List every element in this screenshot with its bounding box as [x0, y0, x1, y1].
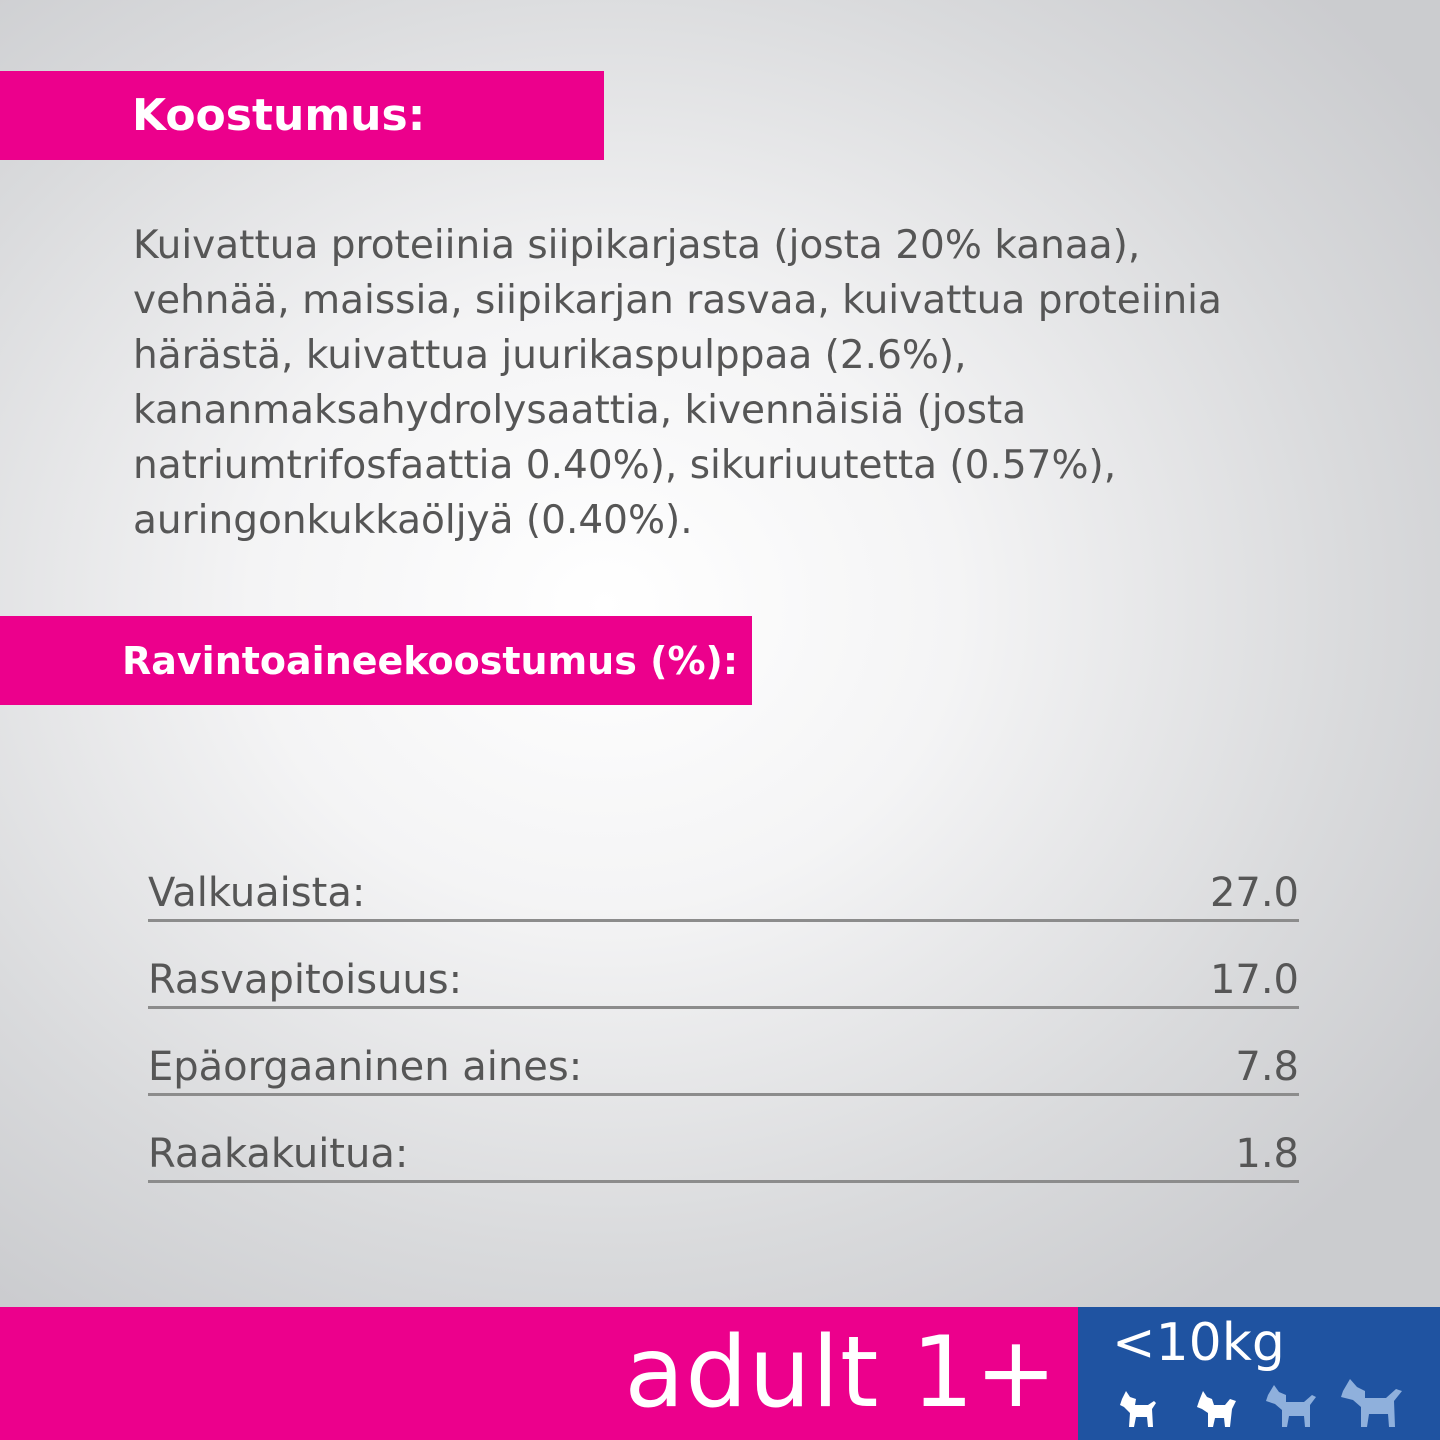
medium-dog-icon: [1264, 1383, 1322, 1431]
footer-bar: [0, 1307, 1440, 1440]
weight-label: <10kg: [1112, 1313, 1285, 1373]
composition-heading-banner: [0, 71, 604, 160]
composition-heading: Koostumus:: [132, 90, 426, 141]
ingredients-line: kananmaksahydrolysaattia, kivennäisiä (josta: [133, 388, 1027, 433]
nutrient-table: [148, 835, 1299, 1183]
ingredients-line: auringonkukkaöljyä (0.40%).: [133, 498, 693, 543]
nutrient-value: 27.0: [1209, 870, 1299, 916]
small-dog-icon: [1116, 1387, 1164, 1431]
analysis-heading-banner: [0, 616, 752, 705]
nutrient-value: 17.0: [1209, 957, 1299, 1003]
nutrient-value: 1.8: [1235, 1131, 1299, 1177]
ingredients-text: [133, 218, 1333, 548]
nutrient-row-protein: [148, 835, 1299, 922]
nutrient-value: 7.8: [1235, 1044, 1299, 1090]
ingredients-line: Kuivattua proteiinia siipikarjasta (josta 20% kanaa),: [133, 223, 1141, 268]
nutrient-label: Rasvapitoisuus:: [148, 957, 463, 1003]
nutrient-row-ash: [148, 1009, 1299, 1096]
nutrient-label: Raakakuitua:: [148, 1131, 409, 1177]
analysis-heading: Ravintoaineekoostumus (%):: [122, 638, 739, 683]
nutrient-label: Valkuaista:: [148, 870, 366, 916]
small-dog-icon: [1194, 1387, 1242, 1431]
nutrient-row-fibre: [148, 1096, 1299, 1183]
ingredients-line: härästä, kuivattua juurikaspulppaa (2.6%),: [133, 333, 967, 378]
large-dog-icon: [1340, 1377, 1408, 1431]
age-label: adult 1+: [624, 1316, 1058, 1430]
ingredients-line: natriumtrifosfaattia 0.40%), sikuriuutetta (0.57%),: [133, 443, 1117, 488]
weight-panel: [1078, 1307, 1440, 1440]
nutrient-row-fat: [148, 922, 1299, 1009]
nutrient-label: Epäorgaaninen aines:: [148, 1044, 583, 1090]
ingredients-line: vehnää, maissia, siipikarjan rasvaa, kuivattua proteiinia: [133, 278, 1222, 323]
